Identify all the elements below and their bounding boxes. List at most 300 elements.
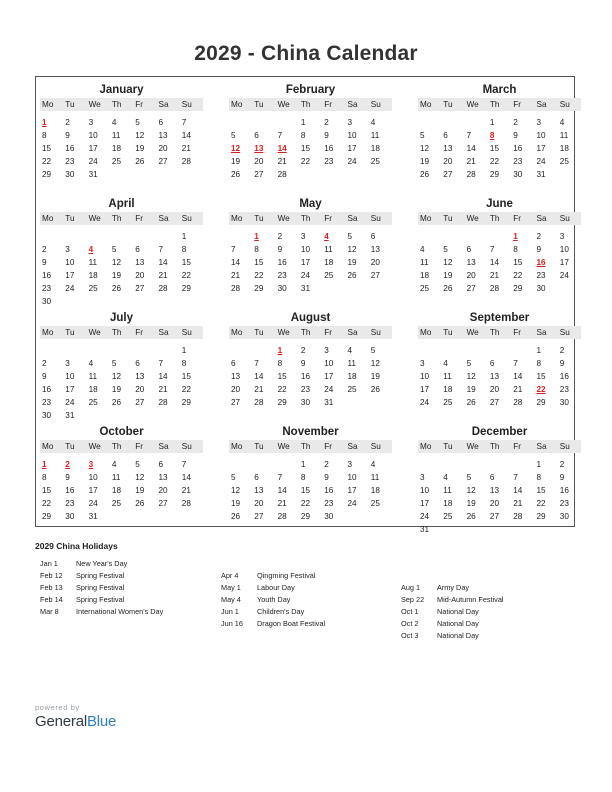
empty-day-cell: [369, 396, 392, 409]
empty-day-cell: [252, 116, 275, 129]
weekday-label: Fr: [324, 442, 332, 451]
day-cell: 29: [489, 170, 499, 179]
day-cell: 12: [420, 144, 430, 153]
weekday-label: Su: [181, 100, 192, 109]
day-cell: 5: [135, 460, 140, 469]
weekday-label: Su: [181, 214, 192, 223]
day-cell: 15: [300, 144, 310, 153]
month-name: March: [482, 84, 517, 96]
empty-day-cell: [63, 230, 86, 243]
day-cell: 2: [559, 460, 565, 469]
day-cell: 9: [277, 245, 283, 254]
month-march: [418, 82, 581, 181]
week-row: [229, 484, 392, 497]
day-cell: 5: [111, 245, 117, 254]
weekday-label: Sa: [347, 100, 358, 109]
day-cell: 20: [254, 499, 264, 508]
weekday-label: Th: [300, 442, 311, 451]
empty-day-cell: [345, 282, 368, 295]
month-name: July: [109, 312, 133, 324]
empty-day-cell: [322, 168, 345, 181]
day-cell: 30: [42, 411, 52, 420]
day-cell: 27: [158, 499, 168, 508]
day-cell: 16: [324, 144, 334, 153]
weekday-header: [418, 440, 581, 453]
week-row: [40, 155, 203, 168]
day-cell: 11: [370, 473, 380, 482]
month-name: October: [99, 426, 144, 438]
weekday-label: Su: [559, 442, 570, 451]
day-cell: 28: [231, 284, 241, 293]
week-row: [40, 396, 203, 409]
holiday-list-item: [40, 570, 163, 582]
weekday-header: [40, 98, 203, 111]
empty-day-cell: [133, 168, 156, 181]
day-cell: 7: [513, 359, 518, 368]
day-cell: 16: [42, 271, 52, 280]
empty-day-cell: [276, 116, 299, 129]
day-cell: 26: [135, 499, 145, 508]
day-cell: 3: [536, 118, 542, 127]
month-december: [418, 424, 581, 536]
day-cell: 14: [181, 473, 191, 482]
weekday-label: Sa: [536, 328, 547, 337]
day-cell: 11: [88, 258, 98, 267]
empty-day-cell: [369, 282, 392, 295]
week-row: [229, 497, 392, 510]
day-cell: 31: [65, 411, 75, 420]
day-cell: 21: [254, 385, 264, 394]
day-cell: 25: [443, 512, 453, 521]
day-cell: 16: [559, 372, 569, 381]
day-cell: 29: [277, 398, 287, 407]
day-cell: 7: [158, 359, 164, 368]
week-row: [40, 497, 203, 510]
week-row: [40, 458, 203, 471]
brand-logo[interactable]: [35, 703, 116, 730]
holiday-day-cell: 12: [231, 144, 241, 153]
week-row: [229, 155, 392, 168]
week-row: [418, 396, 581, 409]
empty-day-cell: [299, 168, 322, 181]
day-cell: 5: [111, 359, 117, 368]
weekday-label: Fr: [513, 214, 521, 223]
day-cell: 16: [65, 486, 75, 495]
day-cell: 1: [300, 460, 306, 469]
empty-day-cell: [441, 458, 464, 471]
day-cell: 5: [466, 473, 472, 482]
empty-day-cell: [465, 523, 488, 536]
holiday-list-item: [401, 594, 504, 606]
weekday-label: Mo: [231, 328, 243, 337]
weekday-label: Th: [111, 442, 122, 451]
weekday-label: Su: [559, 328, 570, 337]
day-cell: 6: [489, 359, 495, 368]
holiday-date: Oct 1: [401, 607, 419, 616]
week-row: [418, 471, 581, 484]
holiday-name: Children's Day: [257, 607, 305, 616]
week-row: [40, 256, 203, 269]
day-cell: 17: [559, 258, 569, 267]
weekday-label: Mo: [42, 328, 54, 337]
empty-day-cell: [252, 458, 275, 471]
week-row: [40, 357, 203, 370]
weekday-label: We: [277, 328, 290, 337]
day-cell: 14: [513, 372, 523, 381]
day-cell: 11: [370, 131, 380, 140]
day-cell: 21: [181, 486, 191, 495]
holiday-list-item: [221, 606, 325, 618]
day-cell: 28: [277, 512, 287, 521]
day-cell: 9: [65, 131, 70, 140]
day-cell: 21: [489, 271, 499, 280]
holiday-list-column: [221, 570, 325, 630]
week-row: [229, 383, 392, 396]
empty-day-cell: [229, 230, 252, 243]
day-cell: 11: [324, 245, 333, 254]
day-cell: 9: [536, 245, 542, 254]
day-cell: 10: [420, 486, 430, 495]
week-row: [229, 256, 392, 269]
page-title: 2029 - China Calendar: [194, 42, 418, 65]
empty-day-cell: [558, 168, 581, 181]
day-cell: 14: [181, 131, 191, 140]
month-january: [40, 82, 203, 181]
holiday-day-cell: 1: [277, 346, 283, 355]
holiday-list-item: [221, 570, 325, 582]
empty-day-cell: [87, 230, 110, 243]
day-cell: 4: [443, 473, 448, 482]
day-cell: 30: [559, 398, 569, 407]
weekday-label: Tu: [443, 442, 453, 451]
day-cell: 20: [231, 385, 241, 394]
day-cell: 7: [158, 245, 164, 254]
weekday-label: We: [88, 214, 101, 223]
day-cell: 2: [42, 359, 47, 368]
day-cell: 4: [370, 460, 376, 469]
holiday-list-item: [40, 582, 163, 594]
day-cell: 20: [489, 385, 499, 394]
day-cell: 6: [254, 473, 259, 482]
day-cell: 18: [324, 258, 334, 267]
day-cell: 23: [324, 499, 334, 508]
holiday-list-item: [40, 558, 163, 570]
day-cell: 31: [88, 170, 98, 179]
day-cell: 19: [135, 486, 145, 495]
holiday-date: Sep 22: [401, 595, 425, 604]
weekday-label: Tu: [254, 442, 264, 451]
weekday-label: Sa: [536, 100, 547, 109]
day-cell: 29: [181, 284, 191, 293]
day-cell: 31: [88, 512, 98, 521]
holiday-name: Army Day: [437, 583, 470, 592]
empty-day-cell: [534, 523, 557, 536]
day-cell: 21: [181, 144, 191, 153]
day-cell: 28: [181, 157, 191, 166]
empty-day-cell: [369, 510, 392, 523]
empty-day-cell: [252, 344, 275, 357]
day-cell: 17: [88, 144, 98, 153]
empty-day-cell: [156, 409, 179, 422]
day-cell: 28: [158, 398, 168, 407]
day-cell: 3: [324, 346, 329, 355]
empty-day-cell: [156, 510, 179, 523]
day-cell: 14: [513, 486, 523, 495]
holiday-day-cell: 3: [88, 460, 94, 469]
month-february: [229, 82, 392, 181]
day-cell: 17: [65, 271, 75, 280]
day-cell: 12: [135, 131, 145, 140]
holiday-name: Qingming Festival: [257, 571, 316, 580]
empty-day-cell: [322, 282, 345, 295]
empty-day-cell: [133, 230, 156, 243]
day-cell: 18: [111, 486, 121, 495]
day-cell: 28: [489, 284, 499, 293]
week-row: [229, 116, 392, 129]
month-name: August: [290, 312, 331, 324]
month-november: [229, 424, 392, 523]
day-cell: 26: [111, 284, 121, 293]
day-cell: 17: [420, 385, 430, 394]
day-cell: 30: [65, 512, 75, 521]
day-cell: 31: [300, 284, 310, 293]
weekday-label: Sa: [158, 100, 169, 109]
day-cell: 19: [111, 271, 121, 280]
empty-day-cell: [511, 344, 534, 357]
day-cell: 10: [324, 359, 334, 368]
day-cell: 24: [420, 512, 430, 521]
empty-day-cell: [465, 230, 488, 243]
week-row: [418, 344, 581, 357]
day-cell: 7: [277, 131, 283, 140]
day-cell: 21: [158, 385, 168, 394]
day-cell: 25: [324, 271, 334, 280]
day-cell: 26: [347, 271, 357, 280]
day-cell: 10: [65, 258, 75, 267]
weekday-label: Tu: [254, 100, 264, 109]
day-cell: 24: [65, 284, 75, 293]
weekday-label: Fr: [324, 328, 332, 337]
day-cell: 10: [300, 245, 310, 254]
holiday-name: Youth Day: [257, 595, 291, 604]
day-cell: 19: [231, 157, 241, 166]
holiday-day-cell: 16: [536, 258, 546, 267]
day-cell: 5: [420, 131, 425, 140]
weekday-label: Tu: [65, 442, 75, 451]
day-cell: 15: [277, 372, 287, 381]
holiday-name: Dragon Boat Festival: [257, 619, 326, 628]
week-row: [40, 471, 203, 484]
holiday-date: May 4: [221, 595, 241, 604]
day-cell: 12: [443, 258, 453, 267]
holiday-list-item: [401, 582, 504, 594]
day-cell: 21: [513, 385, 523, 394]
day-cell: 31: [324, 398, 334, 407]
day-cell: 13: [489, 486, 499, 495]
weekday-label: We: [277, 442, 290, 451]
day-cell: 28: [466, 170, 476, 179]
day-cell: 2: [513, 118, 518, 127]
day-cell: 4: [559, 118, 565, 127]
empty-day-cell: [418, 230, 441, 243]
day-cell: 28: [158, 284, 168, 293]
day-cell: 18: [443, 499, 453, 508]
day-cell: 30: [324, 512, 334, 521]
week-row: [418, 370, 581, 383]
weekday-label: Th: [300, 214, 311, 223]
day-cell: 27: [254, 170, 264, 179]
day-cell: 24: [300, 271, 310, 280]
weekday-label: Th: [111, 214, 122, 223]
day-cell: 6: [254, 131, 259, 140]
empty-day-cell: [180, 295, 203, 308]
weekday-label: Sa: [158, 328, 169, 337]
empty-day-cell: [276, 458, 299, 471]
weekday-label: Mo: [420, 328, 432, 337]
day-cell: 19: [231, 499, 241, 508]
day-cell: 23: [324, 157, 334, 166]
day-cell: 14: [231, 258, 241, 267]
day-cell: 25: [111, 157, 121, 166]
day-cell: 19: [443, 271, 453, 280]
day-cell: 30: [300, 398, 310, 407]
weekday-label: Su: [370, 442, 381, 451]
week-row: [229, 510, 392, 523]
empty-day-cell: [110, 344, 133, 357]
day-cell: 24: [559, 271, 569, 280]
day-cell: 3: [300, 232, 306, 241]
day-cell: 21: [277, 157, 287, 166]
day-cell: 25: [559, 157, 569, 166]
day-cell: 5: [443, 245, 448, 254]
day-cell: 29: [300, 512, 310, 521]
day-cell: 29: [181, 398, 191, 407]
day-cell: 17: [536, 144, 546, 153]
weekday-label: Su: [370, 214, 381, 223]
holidays-title: 2029 China Holidays: [35, 541, 118, 551]
day-cell: 8: [277, 359, 283, 368]
day-cell: 28: [254, 398, 264, 407]
day-cell: 2: [536, 232, 542, 241]
empty-day-cell: [345, 396, 368, 409]
day-cell: 1: [181, 346, 187, 355]
day-cell: 3: [559, 232, 565, 241]
empty-day-cell: [418, 344, 441, 357]
day-cell: 27: [443, 170, 453, 179]
month-name: September: [469, 312, 530, 324]
holiday-name: National Day: [437, 631, 479, 640]
empty-day-cell: [441, 116, 464, 129]
day-cell: 30: [277, 284, 287, 293]
day-cell: 22: [254, 271, 264, 280]
weekday-label: Sa: [536, 442, 547, 451]
day-cell: 17: [324, 372, 334, 381]
day-cell: 26: [443, 284, 453, 293]
weekday-label: Fr: [135, 328, 143, 337]
week-row: [418, 256, 581, 269]
day-cell: 14: [254, 372, 264, 381]
day-cell: 12: [347, 245, 357, 254]
day-cell: 23: [513, 157, 523, 166]
day-cell: 30: [65, 170, 75, 179]
day-cell: 9: [324, 131, 329, 140]
day-cell: 1: [300, 118, 306, 127]
weekday-label: Fr: [324, 214, 332, 223]
day-cell: 11: [443, 486, 452, 495]
week-row: [418, 523, 581, 536]
day-cell: 23: [42, 284, 52, 293]
weekday-label: Th: [300, 328, 311, 337]
holiday-day-cell: 1: [254, 232, 259, 241]
holiday-date: Feb 12: [40, 571, 63, 580]
day-cell: 29: [42, 170, 52, 179]
empty-day-cell: [511, 458, 534, 471]
week-row: [229, 230, 392, 243]
day-cell: 19: [347, 258, 357, 267]
day-cell: 22: [489, 157, 499, 166]
day-cell: 23: [559, 499, 569, 508]
week-row: [418, 230, 581, 243]
day-cell: 1: [181, 232, 187, 241]
day-cell: 1: [536, 460, 542, 469]
holiday-name: Spring Festival: [76, 571, 125, 580]
weekday-label: Su: [370, 328, 381, 337]
weekday-label: We: [277, 214, 290, 223]
weekday-label: Tu: [254, 214, 264, 223]
empty-day-cell: [345, 510, 368, 523]
weekday-label: Sa: [158, 442, 169, 451]
day-cell: 24: [65, 398, 75, 407]
empty-day-cell: [229, 458, 252, 471]
weekday-header: [418, 326, 581, 339]
empty-day-cell: [180, 409, 203, 422]
day-cell: 2: [324, 118, 329, 127]
day-cell: 9: [65, 473, 70, 482]
weekday-label: Fr: [513, 328, 521, 337]
day-cell: 8: [254, 245, 259, 254]
day-cell: 15: [181, 372, 191, 381]
month-june: [418, 196, 581, 295]
weekday-label: Tu: [443, 214, 453, 223]
weekday-label: Mo: [231, 100, 243, 109]
holiday-day-cell: 13: [254, 144, 264, 153]
holiday-day-cell: 14: [277, 144, 287, 153]
holiday-date: Oct 2: [401, 619, 419, 628]
week-row: [418, 383, 581, 396]
holiday-name: Spring Festival: [76, 583, 125, 592]
day-cell: 14: [158, 372, 168, 381]
day-cell: 22: [181, 385, 191, 394]
day-cell: 16: [324, 486, 334, 495]
empty-day-cell: [511, 523, 534, 536]
holiday-list-item: [40, 606, 163, 618]
day-cell: 10: [65, 372, 75, 381]
weekday-header: [418, 98, 581, 111]
weekday-label: Th: [489, 328, 500, 337]
day-cell: 15: [536, 372, 546, 381]
day-cell: 10: [347, 473, 357, 482]
month-april: [40, 196, 203, 308]
holiday-list-item: [40, 594, 163, 606]
empty-day-cell: [110, 409, 133, 422]
weekday-header: [40, 212, 203, 225]
day-cell: 13: [135, 258, 145, 267]
day-cell: 7: [466, 131, 472, 140]
empty-day-cell: [40, 230, 63, 243]
day-cell: 4: [420, 245, 425, 254]
week-row: [40, 243, 203, 256]
weekday-label: Fr: [513, 100, 521, 109]
